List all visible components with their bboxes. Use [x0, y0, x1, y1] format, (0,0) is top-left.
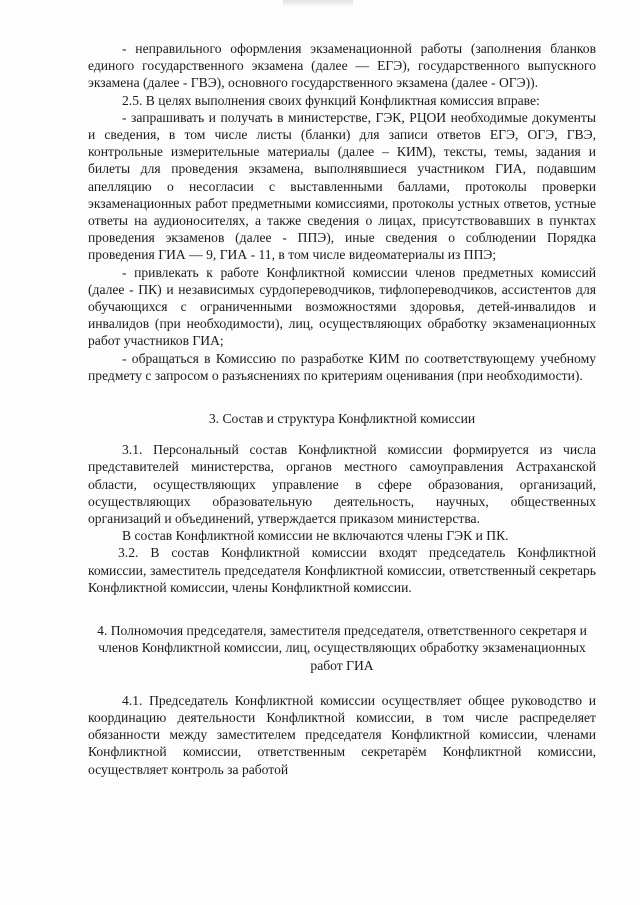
- paragraph-4-1: 4.1. Председатель Конфликтной комиссии осуществляет общее руководство и координацию деятельности Конфликтной комиссии, в том числе распределяет обязанности между заместителем председателя Конфликтной комиссии, членами Конфликтной комиссии, ответственным секретарём Конфликтной комиссии, осуществляет контроль за работой: [88, 692, 596, 777]
- paragraph-gek-exclusion: В состав Конфликтной комиссии не включаются члены ГЭК и ПК.: [122, 528, 509, 544]
- section-4-heading: 4. Полномочия председателя, заместителя председателя, ответственного секретаря и членов Конфликтной комиссии, лиц, осуществляющих обработку экзаменационных работ ГИА: [97, 623, 587, 673]
- paragraph-request-documents: - запрашивать и получать в министерстве, ГЭК, РЦОИ необходимые документы и сведения, в том числе листы (бланки) для записи ответов ЕГЭ, ОГЭ, ГВЭ, контрольные измерительные материалы (далее – КИМ), тексты, темы, задания и билеты для проведения экзамена, выполнявшиеся участником ГИА, подавшим апелляцию о несогласии с выставленными баллами, протоколы проверки экзаменационных работ предметными комиссиями, протоколы устных ответов, устные ответы на аудионосителях, а также сведения о лицах, присутствовавших в пунктах проведения экзаменов (далее - ППЭ), иные сведения о соблюдении Порядка проведения ГИА — 9, ГИА - 11, в том числе видеоматериалы из ППЭ;: [88, 109, 596, 263]
- paragraph-exam-form-errors: - неправильного оформления экзаменационной работы (заполнения бланков единого государственного экзамена (далее — ЕГЭ), государственного выпускного экзамена (далее - ГВЭ), основного государственного экзамена (далее - ОГЭ)).: [88, 41, 596, 91]
- paragraph-2-5-intro: 2.5. В целях выполнения своих функций Конфликтная комиссия вправе:: [122, 92, 540, 108]
- paragraph-3-2: 3.2. В состав Конфликтной комиссии входят председатель Конфликтной комиссии, заместитель председателя Конфликтной комиссии, ответственный секретарь Конфликтной комиссии, члены Конфликтной комиссии.: [88, 545, 596, 595]
- paragraph-3-1: 3.1. Персональный состав Конфликтной комиссии формируется из числа представителей министерства, органов местного самоуправления Астраханской области, осуществляющих управление в сфере образования, организаций, осуществляющих образовательную деятельность, научных, общественных организаций и объединений, утверждается приказом министерства.: [88, 442, 596, 527]
- scan-edge-mark: [283, 0, 353, 6]
- document-body: [88, 40, 596, 778]
- section-3-heading: 3. Состав и структура Конфликтной комиссии: [208, 411, 476, 427]
- paragraph-contact-kim-commission: - обращаться в Комиссию по разработке КИМ по соответствующему учебному предмету с запросом о разъяснениях по критериям оценивания (при необходимости).: [88, 350, 596, 383]
- paragraph-involve-experts: - привлекать к работе Конфликтной комиссии членов предметных комиссий (далее - ПК) и независимых сурдопереводчиков, тифлопереводчиков, ассистентов для обучающихся с ограниченными возможностями здоровья, детей-инвалидов и инвалидов (при необходимости), лиц, осуществляющих обработку экзаменационных работ участников ГИА;: [88, 264, 596, 349]
